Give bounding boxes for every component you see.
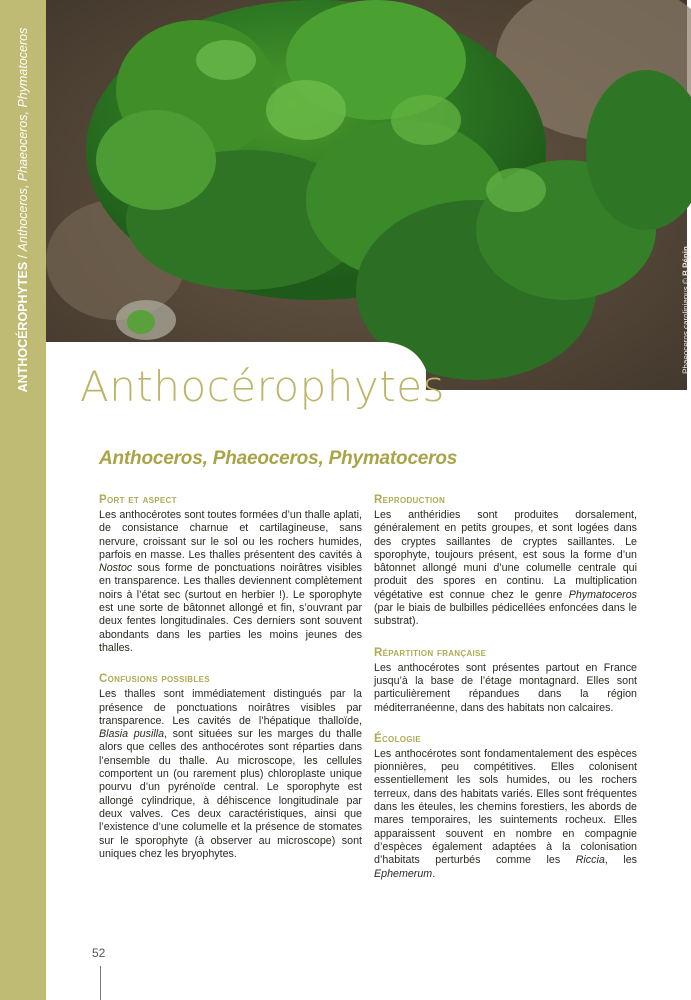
section-heading: Répartition française: [374, 646, 487, 659]
section-ecologie: [374, 733, 637, 881]
page-number: 52: [92, 946, 106, 960]
section-reproduction: [374, 494, 637, 629]
section-text: Les anthocérotes sont toutes formées d’un thalle aplati, de consistance charnue et cartilagineuse, sans nervure, croissant sur le sol ou les rochers humides, parfois en masse. Les thalles présentent des cavités à Nostoc sous forme de ponctuations noirâtres visibles en transparence. Les thalles deviennent complètement noirs à l’état sec (surtout en herbier !). Le sporophyte est une sorte de bâtonnet allongé et fin, s’ouvrant par deux fentes longitudinales. Ces derniers sont souvent abondants dans les parties les moins jeunes des thalles.: [99, 509, 362, 654]
section-text: Les anthéridies sont produites dorsalement, généralement en petits groupes, et sont logées dans des cryptes saillantes de cryptes saillantes. Le sporophyte, toujours présent, est sous la forme d’un bâtonnet allongé muni d’une columelle centrale qui produit des spores en continu. La multiplication végétative est connue chez le genre Phymatoceros (par le biais de bulbilles pédicellées enfoncées dans le substrat).: [374, 509, 637, 628]
side-title-italic: Anthoceros, Phaeoceros, Phymatoceros: [16, 27, 30, 252]
photo-credit-author: B.Pépin: [681, 246, 691, 276]
moss-photo-illustration: [46, 0, 687, 390]
side-title-bold: ANTHOCÉROPHYTES: [16, 261, 30, 393]
right-column: [374, 494, 637, 899]
section-text: Les anthocérotes sont fondamentalement des espèces pionnières, peu compétitives. Elles colonisent essentiellement les sols humides, ou les rochers terreux, dans des habitats variés. Elles sont fréquentes dans les éteules, les chemins forestiers, les abords de mares temporaires, les suintements rocheux. Elles apparaissent souvent en nombre en compagnie d’espèces également adaptées à la colonisation d’habitats perturbés comme les Riccia, les Ephemerum.: [374, 747, 637, 880]
header-photo: [46, 0, 691, 390]
side-title-sep: /: [16, 251, 30, 262]
side-running-title: [16, 28, 30, 393]
section-heading: Reproduction: [374, 494, 446, 506]
page-number-rule: [100, 966, 101, 1000]
photo-credit: [682, 246, 691, 374]
photo-credit-species: Phaeoceros carolinianus ©: [681, 275, 691, 374]
section-confusions: [99, 673, 362, 861]
section-heading: Écologie: [374, 732, 421, 745]
section-port-aspect: [99, 494, 362, 655]
section-repartition: [374, 647, 637, 715]
page-subtitle: Anthoceros, Phaeoceros, Phymatoceros: [99, 448, 458, 469]
section-text: Les anthocérotes sont présentes partout en France jusqu’à la base de l’étage montagnard. Elles sont particulièrement répandues dans la région méditerranéenne, dans des habitats non calcaires.: [374, 661, 637, 714]
section-text: Les thalles sont immédiatement distingués par la présence de ponctuations noirâtres visibles par transparence. Les cavités de l’hépatique thalloïde, Blasia pusilla, sont situées sur les marges du thalle alors que celles des anthocérotes sont réparties dans l’ensemble du thalle. Au microscope, les cellules comportent un (ou rarement plus) chloroplaste unique pourvu d’un pyrénoïde central. Le sporophyte est allongé cylindrique, à déhiscence longitudinale par deux valves. Ces deux caractéristiques, ainsi que l’existence d’une columelle et la présence de stomates sur le sporophyte (à observer au microscope) sont uniques chez les bryophytes.: [99, 688, 362, 860]
section-heading: Confusions possibles: [99, 673, 210, 686]
left-column: [99, 494, 362, 879]
section-heading: Port et aspect: [99, 494, 177, 506]
page-title: Anthocérophytes: [80, 362, 445, 411]
